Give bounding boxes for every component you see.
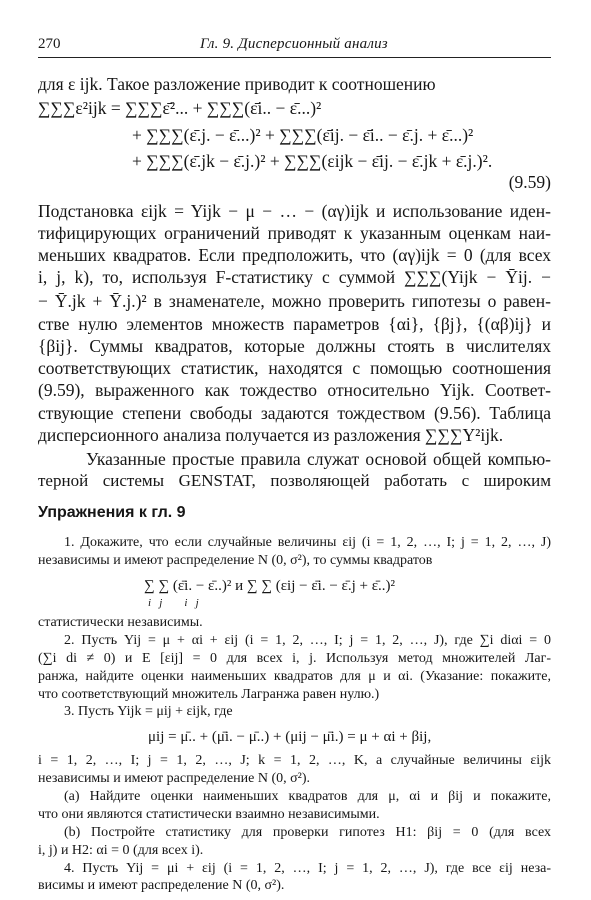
text-line: − Ȳ.jk + Ȳ.j.)² в знаменателе, можно проверить гипотезы о равен- [38,291,551,311]
exercise-line: статистически независимы. [38,615,203,630]
text-line: дисперсионного анализа получается из разложения ∑∑∑Y²ijk. [38,425,504,445]
text-line: (9.59), выраженного как тождество относительно Yijk. Соответ- [38,380,551,400]
exercise-line: независимы и имеют распределение N (0, σ²). [38,771,311,786]
text-line: {βij}. Суммы квадратов, которые должны стоять в числителях [38,336,551,356]
exercise-line: 4. Пусть Yij = μi + εij (i = 1, 2, …, I; j = 1, 2, …, J), где все εij неза- [64,861,551,876]
equation-line: + ∑∑∑(ε̄.j. − ε̄...)² + ∑∑∑(ε̄ij. − ε̄i.. − ε̄.j. + ε̄...)² [132,125,474,145]
text-line: Подстановка εijk = Yijk − μ − … − (αγ)ijk и использование иден- [38,201,551,221]
equation-number: (9.59) [508,172,551,192]
text-line: тифицирующих ограничений приводят к указанным оценкам наи- [38,223,551,243]
text-line: стве нулю элементов множеств параметров {αi}, {βj}, {(αβ)ij} и [38,314,551,334]
text-line: ствующие степени свободы задаются тождеством (9.56). Таблица [38,403,551,423]
equation-line: + ∑∑∑(ε̄.jk − ε̄.j.)² + ∑∑∑(εijk − ε̄ij. − ε̄.jk + ε̄.j.)². [132,151,493,171]
page-number: 270 [38,36,61,52]
text-line: i, j, k), то, используя F-статистику с суммой ∑∑∑(Yijk − Ȳij. − [38,267,551,287]
exercise-line: ранжа, найдите оценки наименьших квадратов для μ и αi. (Указание: покажите, [38,669,551,684]
exercise-line: независимы и имеют распределение N (0, σ²), то суммы квадратов [38,553,433,568]
exercise-line: (b) Постройте статистику для проверки гипотез H1: βij = 0 (для всех [64,825,551,840]
running-title: Гл. 9. Дисперсионный анализ [200,36,388,52]
exercise-line: что соответствующий множитель Лагранжа равен нулю.) [38,687,380,702]
text-line: терной системы GENSTAT, позволяющей работать с широким [38,471,551,490]
exercises-heading: Упражнения к гл. 9 [38,504,186,521]
exercise-line: висимы и имеют распределение N (0, σ²). [38,878,285,893]
equation-line: ∑∑∑ε²ijk = ∑∑∑ε̄²... + ∑∑∑(ε̄i.. − ε̄...)² [38,98,322,118]
exercise-line: (∑i di ≠ 0) и E [εij] = 0 для всех i, j. Используя метод множителей Лаг- [38,651,551,666]
exercise-line: 3. Пусть Yijk = μij + εijk, где [64,704,233,719]
exercise-line: (a) Найдите оценки наименьших квадратов для μ, αi и βij и покажите, [64,789,551,804]
exercise-equation: ∑ ∑ (ε̄i. − ε̄..)² и ∑ ∑ (εij − ε̄i. − ε̄.j + ε̄..)² [144,578,395,594]
exercise-line: что они являются статистически взаимно независимыми. [38,807,380,822]
exercise-line: i, j) и H2: αi = 0 (для всех i). [38,843,204,858]
text-line: меньших квадратов. Если предположить, что (αγ)ijk = 0 (для всех [38,245,551,265]
exercise-equation: μij = μ̄.. + (μ̄i. − μ̄..) + (μij − μ̄i.) = μ + αi + βij, [148,729,432,745]
exercise-line: i = 1, 2, …, I; j = 1, 2, …, J; k = 1, 2, …, K, а случайные величины εijk [38,753,551,768]
header-rule [38,57,551,58]
text-line: для ε ijk. Такое разложение приводит к соотношению [38,74,436,94]
text-line: соответствующих статистик, находятся с помощью соотношения [38,358,551,378]
summation-indices: i j i j [148,597,199,609]
text-line: Указанные простые правила служат основой общей компью- [86,449,551,469]
exercise-line: 2. Пусть Yij = μ + αi + εij (i = 1, 2, …, I; j = 1, 2, …, J), где ∑i diαi = 0 [64,633,551,648]
exercise-line: 1. Докажите, что если случайные величины εij (i = 1, 2, …, I; j = 1, 2, …, J) [64,535,551,550]
